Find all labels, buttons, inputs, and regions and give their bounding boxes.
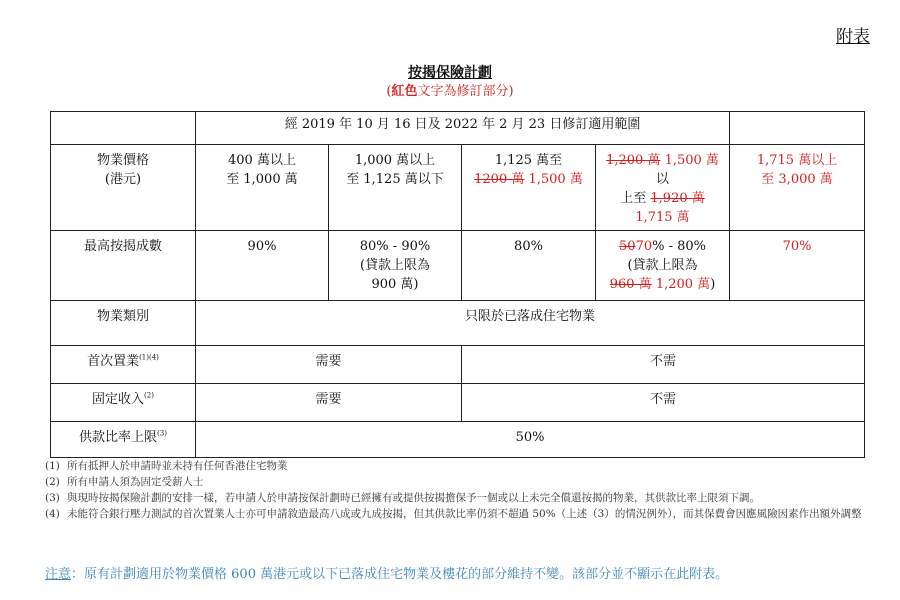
dti-value-cell: 50% — [196, 422, 865, 458]
first-purchase-left: 需要 — [196, 346, 462, 384]
price-cell-2-line2: 至 1,125 萬以下 — [346, 172, 444, 187]
header-span-cell: 經 2019 年 10 月 16 日及 2022 年 2 月 23 日修訂適用範圍 — [196, 112, 730, 145]
fixed-income-left: 需要 — [196, 384, 462, 422]
footnote-num: (1) — [45, 460, 60, 472]
notice-line — [45, 563, 728, 582]
price-cell-4 — [596, 145, 730, 231]
table-row — [51, 422, 865, 458]
empty-header-cell — [730, 112, 865, 145]
fixed-income-right: 不需 — [462, 384, 865, 422]
row-label-price — [51, 145, 196, 231]
price-cell-4-tail1: 以 — [656, 172, 670, 187]
ltv-cell-4-new2: 1,200 萬 — [651, 277, 711, 292]
price-cell-4-new1: 1,500 萬 — [660, 153, 719, 168]
price-cell-3 — [462, 145, 596, 231]
row-label-dti-text: 供款比率上限 — [79, 430, 158, 445]
price-cell-4-new2: 1,715 萬 — [635, 210, 690, 225]
ltv-cell-4-struck: 50 — [619, 239, 636, 254]
ltv-cell-3: 80% — [462, 231, 596, 301]
footnote-num: (3) — [45, 492, 60, 504]
ltv-cell-2-line2: (貸款上限為 — [359, 258, 431, 273]
price-cell-3-struck: 1200 萬 — [474, 172, 525, 187]
footnote-item — [45, 506, 875, 522]
price-cell-1-line1: 400 萬以上 — [228, 153, 296, 168]
page-subtitle — [0, 80, 900, 99]
table-row — [51, 231, 865, 301]
footnotes — [45, 458, 875, 522]
footnote-text: 所有申請人須為固定受薪人士 — [67, 476, 204, 488]
ltv-cell-4-tail: % - 80% — [652, 239, 707, 254]
ltv-cell-4 — [596, 231, 730, 301]
price-cell-4-line1 — [600, 151, 725, 189]
ltv-cell-4-line3 — [600, 275, 725, 294]
ltv-cell-5: 70% — [730, 231, 865, 301]
row-label-type: 物業類別 — [51, 301, 196, 346]
price-cell-4-prefix2: 上至 — [620, 191, 651, 206]
ltv-cell-4-line1 — [600, 237, 725, 256]
footnote-item — [45, 458, 875, 474]
subtitle-rest: 文字為修訂部分) — [417, 84, 514, 99]
page-title-text: 按揭保險計劃 — [408, 65, 492, 81]
row-label-price-line2: (港元) — [104, 172, 142, 187]
mortgage-scheme-table — [50, 111, 865, 458]
row-label-first-sup: (1)(4) — [139, 353, 159, 362]
price-cell-2 — [329, 145, 462, 231]
price-cell-4-struck2: 1,920 萬 — [650, 191, 705, 206]
price-cell-1 — [196, 145, 329, 231]
footnote-text: 與現時按揭保險計劃的安排一樣，若申請人於申請按保計劃時已經擁有或提供按揭擔保予一個或以上未完全償還按揭的物業，其供款比率上限須下調。 — [67, 492, 760, 504]
ltv-cell-1: 90% — [196, 231, 329, 301]
price-cell-3-line2 — [466, 170, 591, 189]
footnote-num: (2) — [45, 476, 60, 488]
ltv-cell-4-close: ) — [710, 277, 716, 292]
footnote-num: (4) — [45, 508, 60, 520]
table-row — [51, 145, 865, 231]
ltv-cell-4-struck2: 960 萬 — [609, 277, 652, 292]
subtitle-open-paren: ( — [386, 84, 392, 99]
row-label-ltv: 最高按揭成數 — [51, 231, 196, 301]
price-cell-5-line2: 至 3,000 萬 — [761, 172, 833, 187]
appendix-label: 附表 — [836, 27, 870, 47]
row-label-dti-sup: (3) — [157, 429, 167, 438]
table-row — [51, 112, 865, 145]
price-cell-2-line1: 1,000 萬以上 — [354, 153, 436, 168]
ltv-cell-4-line2: (貸款上限為 — [627, 258, 698, 273]
table-row — [51, 346, 865, 384]
footnote-item — [45, 474, 875, 490]
ltv-cell-2-line3: 900 萬) — [371, 277, 419, 292]
table-row — [51, 301, 865, 346]
price-cell-3-line1: 1,125 萬至 — [494, 153, 563, 168]
notice-label: 注意 — [45, 567, 72, 582]
ltv-cell-2 — [329, 231, 462, 301]
ltv-cell-4-new: 70 — [635, 239, 653, 254]
empty-corner-cell — [51, 112, 196, 145]
first-purchase-right: 不需 — [462, 346, 865, 384]
price-cell-4-line2 — [600, 189, 725, 208]
row-label-income-sup: (2) — [144, 391, 154, 400]
row-label-first-purchase — [51, 346, 196, 384]
footnote-text: 未能符合銀行壓力測試的首次置業人士亦可申請敘造最高八成或九成按揭，但其供款比率仍須不超過 50%（上述（3）的情況例外），而其保費會因應風險因素作出額外調整 — [67, 508, 862, 520]
footnote-item — [45, 490, 875, 506]
row-label-income-text: 固定收入 — [92, 392, 145, 407]
price-cell-1-line2: 至 1,000 萬 — [226, 172, 298, 187]
row-label-price-line1: 物業價格 — [96, 153, 149, 168]
table-row — [51, 384, 865, 422]
footnote-text: 所有抵押人於申請時並未持有任何香港住宅物業 — [67, 460, 288, 472]
type-value-cell: 只限於已落成住宅物業 — [196, 301, 865, 346]
notice-text: ：原有計劃適用於物業價格 600 萬港元或以下已落成住宅物業及樓花的部分維持不變。該部分並不顯示在此附表。 — [71, 567, 729, 582]
row-label-dti — [51, 422, 196, 458]
price-cell-4-struck1: 1,200 萬 — [606, 153, 661, 168]
page-title — [0, 62, 900, 82]
row-label-first-text: 首次置業 — [87, 354, 140, 369]
price-cell-5-line1: 1,715 萬以上 — [756, 153, 838, 168]
price-cell-5 — [730, 145, 865, 231]
subtitle-red-bold: 紅色 — [391, 84, 418, 99]
row-label-fixed-income — [51, 384, 196, 422]
price-cell-3-new: 1,500 萬 — [524, 172, 583, 187]
ltv-cell-2-line1: 80% - 90% — [359, 239, 431, 254]
